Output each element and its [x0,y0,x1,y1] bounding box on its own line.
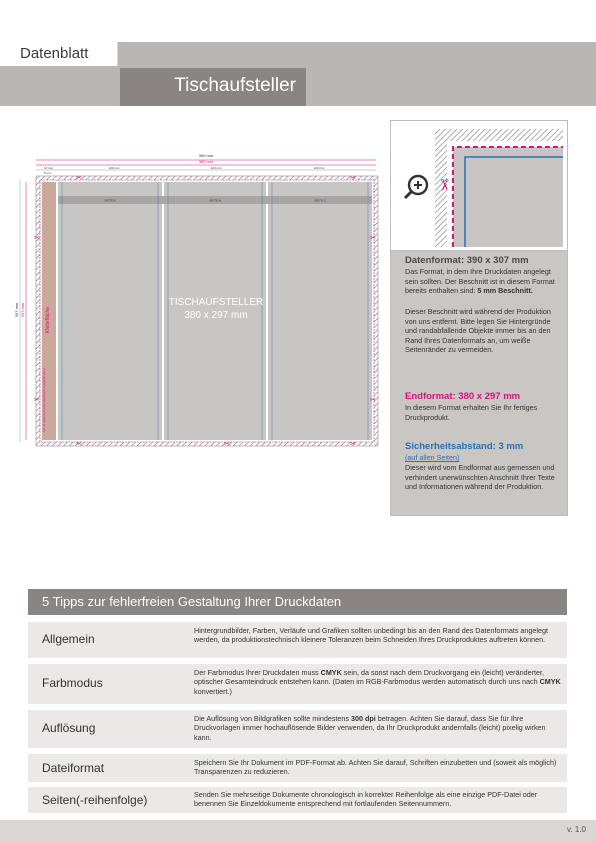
dim-height-outer-label: 307 mm [14,302,19,318]
tip-text-a: Die Auflösung von Bildgrafiken sollte mindestens [194,714,352,723]
zoom-detail [391,121,567,251]
scissors-icon: ✂ [224,440,230,448]
safety-sub: (auf allen Seiten) [405,453,460,462]
footer-bar [0,820,596,842]
panel-c [268,182,372,440]
tip-text: Hintergrundbilder, Farben, Verläufe und Grafiken sollten unbedingt bis an den Rand des Datenformats angelegt werden, da produktionstechnisch kleinere Toleranzen beim Schneiden Ihres Druckproduktes auftreten können. [194,626,549,645]
dim-seg-a-label: 120 mm [108,166,120,170]
glue-label: Klebefläche [45,306,51,334]
glue-note: Hier soll später der Drucker Klebestreifen angebracht werden [43,367,46,433]
dim-total-label: 390 mm [198,153,214,158]
product-title: TISCHAUFSTELLER [168,297,264,308]
data-format-text-a: Das Format, in dem Ihre Druckdaten angelegt sein sollten. Der Beschnitt ist in diesem Format bereits enthalten sind: [405,267,555,296]
dim-inner-label: 380 mm [198,159,214,164]
tip-label: Dateiformat [42,761,105,775]
safety-text: Dieser wird vom Endformat aus gemessen und verhindert unerwünschten Anschnitt Ihrer Texte und Informationen während der Produktion. [405,463,555,492]
data-format-text-bold: 5 mm Beschnitt. [477,286,533,296]
scissors-icon: ✂ [370,396,376,404]
tip-text-b: sein, da sonst nach dem Druckvorgang ein (leicht) veränderter, optischer Gesamteindruck entstehen kann. (Daten im RGB-Farbmodus werden automatisch durch uns nach [194,668,544,687]
dim-height-inner-label: 297 mm [20,302,25,318]
scissors-icon: ✂ [34,396,40,404]
end-format-title: Endformat: 380 x 297 mm [405,391,521,402]
tip-text [194,714,562,742]
tip-label: Farbmodus [42,676,103,690]
scissors-icon: ✂ [370,234,376,242]
magnifier-plus-icon [405,176,427,198]
scissors-icon: ✂ [76,440,82,448]
tip-text [194,668,562,696]
scissors-icon: ✂ [34,234,40,242]
tip-row [28,664,567,704]
tip-row [28,787,567,813]
end-format-text: In diesem Format erhalten Sie Ihr fertiges Druckprodukt. [405,403,538,422]
tip-row [28,622,567,658]
tip-label: Auflösung [42,721,96,735]
dim-glue-label: 10 mm [44,166,54,170]
tip-text-bold: 300 dpi [351,714,376,723]
tip-label: Seiten(-reihenfolge) [42,793,148,807]
format-info-box [390,120,568,516]
page-title: Tischaufsteller [174,75,296,96]
tip-text-c: konvertiert.) [194,686,232,696]
format-info-text [391,251,567,515]
tip-text-a: Der Farbmodus Ihrer Druckdaten muss [194,668,321,677]
scissors-icon: ✂ [350,440,356,448]
data-format-title: Datenformat: 390 x 307 mm [405,255,529,266]
technical-drawing [14,150,384,450]
data-format-text-2: Dieser Beschnitt wird während der Produktion von uns entfernt. Bitte legen Sie Hintergründe und randabfallende Objekte immer bis an den Rand Ihres Datenformats an, um weiße Seitenränder zu vermeiden. [405,307,551,355]
side-c-label: SEITE C [314,198,326,203]
tip-row [28,710,567,748]
scissors-icon: ✂ [76,174,82,182]
side-a-label: SEITE A [104,198,116,203]
scissors-icon: ✂ [435,178,454,192]
tip-row [28,754,567,782]
panel-a [58,182,162,440]
scissors-icon: ✂ [350,174,356,182]
dim-seg-b-label: 120 mm [210,166,222,170]
title-bar [120,68,306,106]
tip-text-b: betragen. Achten Sie darauf, dass Sie für Ihre Druckvorlagen immer hochauflösende Bilder verwenden, da Ihr Druckprodukt andernfalls (leicht) pixelig wirken kann. [194,714,546,742]
tip-text-bold: CMYK [320,668,342,677]
tips-heading: 5 Tipps zur fehlerfreien Gestaltung Ihrer Druckdaten [42,594,342,609]
tips-heading-bar [28,589,567,615]
tip-text: Senden Sie mehrseitige Dokumente chronologisch in korrekter Reihenfolge als eine einzige PDF-Datei oder benennen Sie Einzeldokumente entsprechend mit fortlaufenden Seitennummern. [194,790,538,809]
side-b-label: SEITE B [209,198,221,203]
dim-glue-b-label: 5 mm [44,171,52,175]
version-label: v. 1.0 [567,825,586,834]
tip-text-bold: CMYK [539,677,561,687]
tip-label: Allgemein [42,632,95,646]
dim-seg-c-label: 120 mm [313,166,325,170]
product-size: 380 x 297 mm [184,310,248,321]
doc-label: Datenblatt [20,45,89,62]
tip-text: Speichern Sie Ihr Dokument im PDF-Format ab. Achten Sie darauf, Schriften einzubetten und (soweit als möglich) Transparenzen zu reduzieren. [194,758,557,777]
data-format-text [405,267,563,296]
doc-label-tab [0,42,118,66]
safety-title: Sicherheitsabstand: 3 mm [405,441,524,452]
